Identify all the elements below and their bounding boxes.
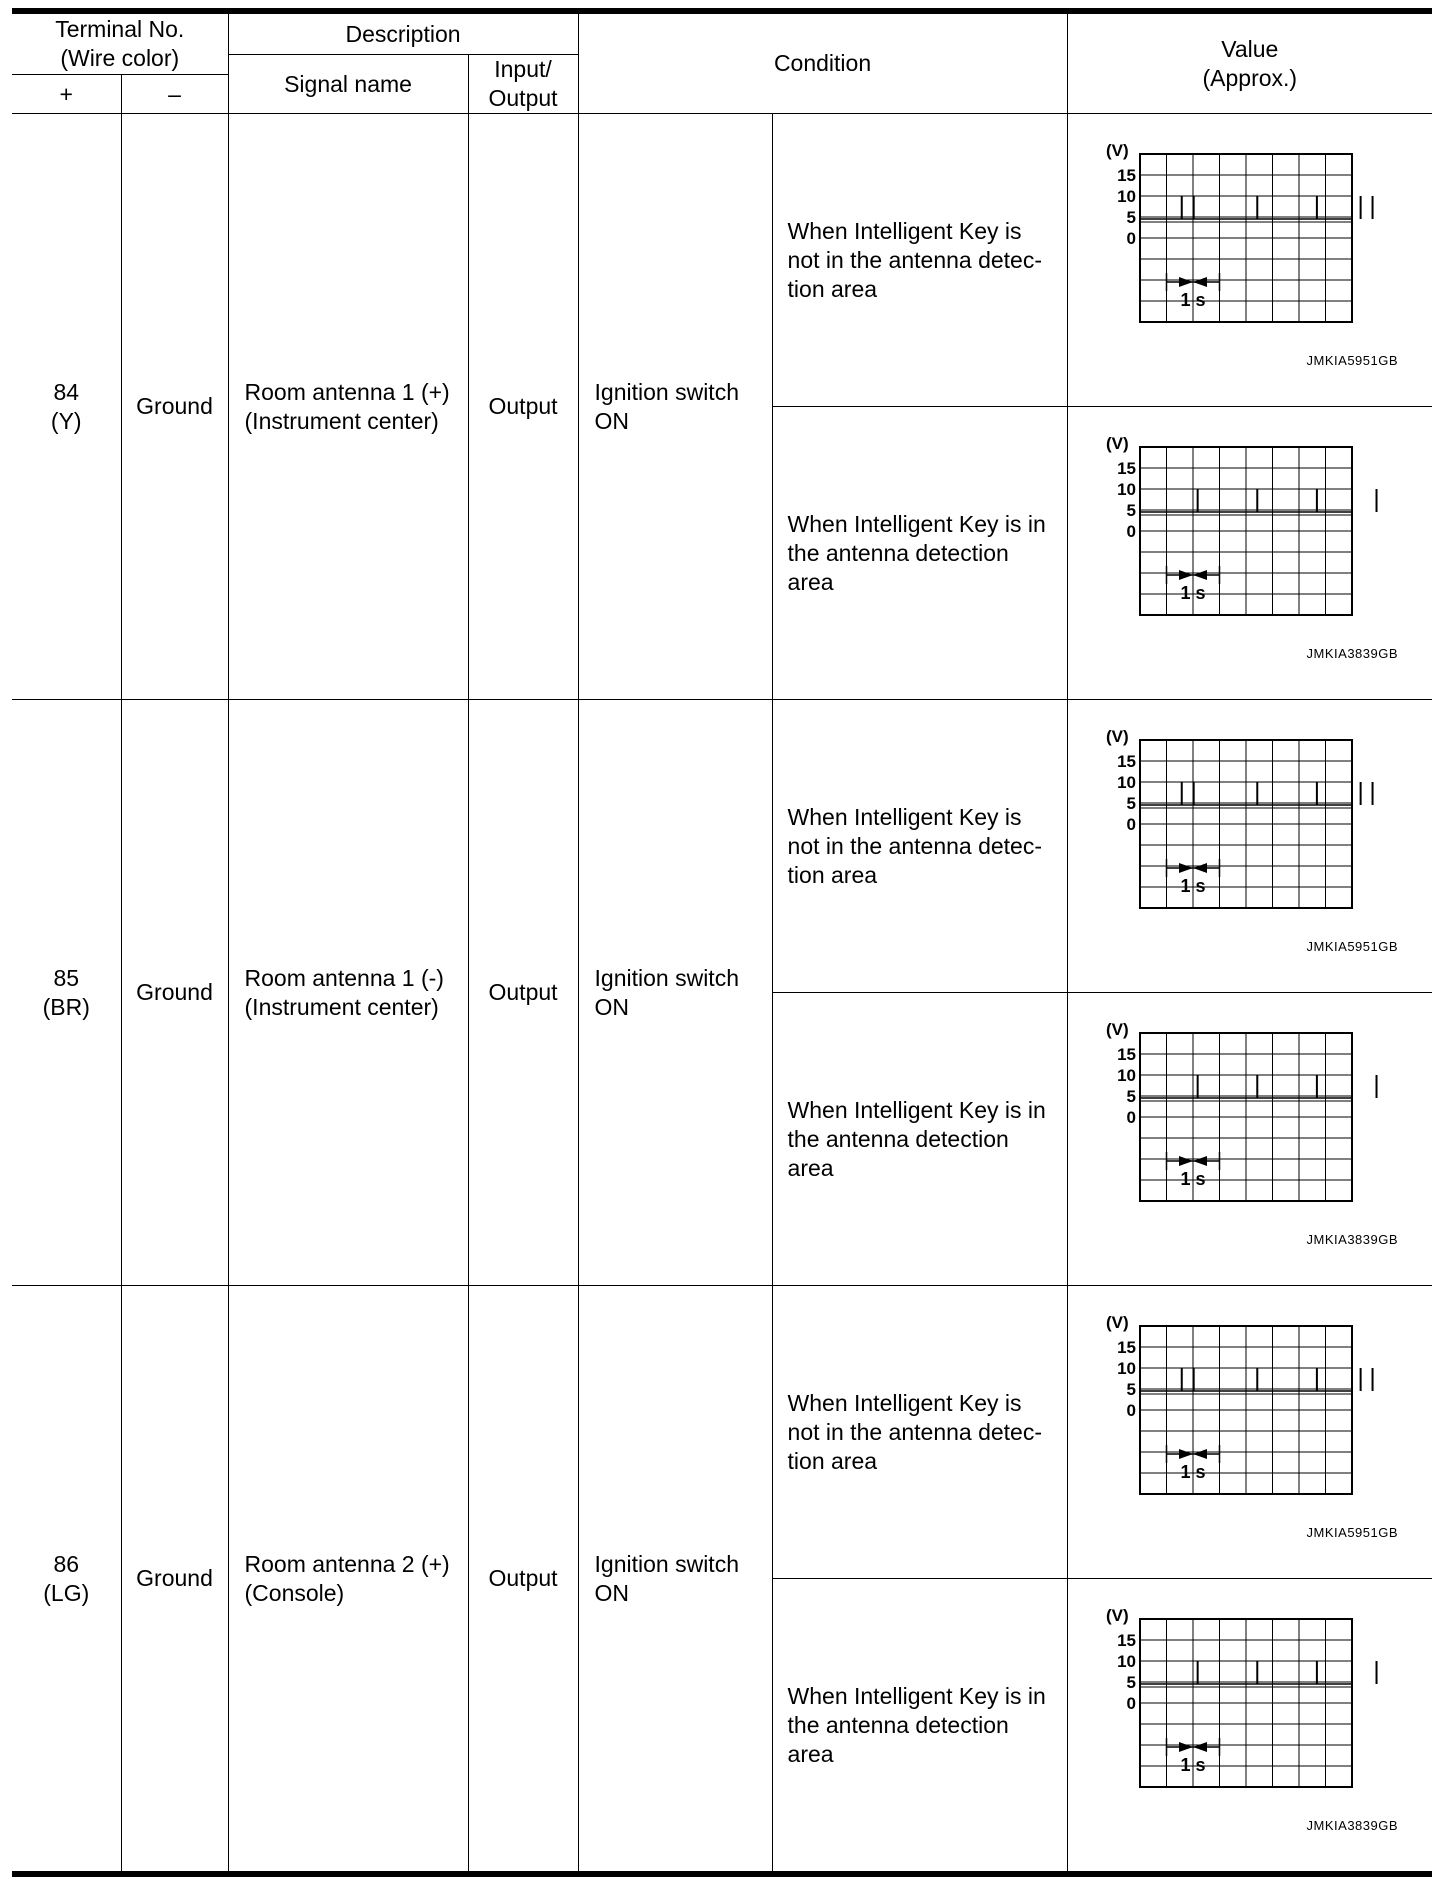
scope-y-tick-label: 5 xyxy=(1126,501,1136,520)
figure-id: JMKIA3839GB xyxy=(1306,1232,1399,1247)
condition-text-line: tion area xyxy=(787,1447,878,1474)
condition-text-line: tion area xyxy=(787,861,878,888)
value-cell xyxy=(1067,700,1432,993)
table-row xyxy=(12,700,1432,993)
condition-text-line: area xyxy=(787,568,834,595)
signal-location: (Instrument center) xyxy=(244,407,439,434)
scope-y-tick-label: 15 xyxy=(1116,752,1136,771)
header-minus: – xyxy=(121,75,228,114)
terminal-spec-table xyxy=(12,8,1432,1877)
ignition-state: ON xyxy=(594,407,630,434)
wire-color: (LG) xyxy=(43,1579,90,1606)
signal-name-cell xyxy=(228,114,468,700)
input-output-cell: Output xyxy=(468,700,578,1286)
ignition-condition-cell xyxy=(578,114,772,700)
scope-y-tick-label: 0 xyxy=(1126,1108,1136,1127)
scope-y-tick-label: 10 xyxy=(1116,1066,1136,1085)
signal-location: (Console) xyxy=(244,1579,345,1606)
figure-id: JMKIA5951GB xyxy=(1306,939,1399,954)
scope-y-tick-label: 0 xyxy=(1126,1401,1136,1420)
header-terminal-no xyxy=(12,11,228,75)
time-division-label: 1 s xyxy=(1180,1169,1206,1189)
value-cell xyxy=(1067,993,1432,1286)
scope-unit-label: (V) xyxy=(1105,1606,1129,1625)
condition-text-line: When Intelligent Key is xyxy=(787,803,1022,830)
condition-text-line: When Intelligent Key is in xyxy=(787,510,1046,537)
key-condition-cell xyxy=(772,700,1067,993)
value-cell xyxy=(1067,1579,1432,1875)
terminal-number: 84 xyxy=(53,378,80,405)
header-input-output xyxy=(468,55,578,114)
ground-cell: Ground xyxy=(121,114,228,700)
time-arrow-right-icon xyxy=(1179,1449,1193,1459)
header-value xyxy=(1067,11,1432,114)
scope-y-tick-label: 15 xyxy=(1116,1045,1136,1064)
scope-y-tick-label: 10 xyxy=(1116,1652,1136,1671)
time-arrow-left-icon xyxy=(1193,1449,1207,1459)
scope-y-tick-label: 15 xyxy=(1116,459,1136,478)
oscilloscope-figure xyxy=(1104,423,1404,623)
oscilloscope-figure xyxy=(1104,716,1404,916)
ignition-state: ON xyxy=(594,1579,630,1606)
key-condition-cell xyxy=(772,1579,1067,1875)
condition-text-line: the antenna detection xyxy=(787,539,1009,566)
ignition-label: Ignition switch xyxy=(594,964,739,991)
figure-id: JMKIA3839GB xyxy=(1306,646,1399,661)
terminal-number: 85 xyxy=(53,964,80,991)
scope-y-tick-label: 15 xyxy=(1116,1631,1136,1650)
scope-y-tick-label: 0 xyxy=(1126,1694,1136,1713)
key-condition-cell xyxy=(772,993,1067,1286)
scope-y-tick-label: 5 xyxy=(1126,1087,1136,1106)
condition-text-line: tion area xyxy=(787,275,878,302)
figure-id: JMKIA3839GB xyxy=(1306,1818,1399,1833)
signal-name: Room antenna 2 (+) xyxy=(244,1550,450,1577)
terminal-number: 86 xyxy=(53,1550,80,1577)
oscilloscope-plot xyxy=(1104,130,1404,330)
oscilloscope-figure xyxy=(1104,1302,1404,1502)
ignition-label: Ignition switch xyxy=(594,378,739,405)
time-arrow-left-icon xyxy=(1193,570,1207,580)
oscilloscope-plot xyxy=(1104,1009,1404,1209)
signal-name-cell xyxy=(228,700,468,1286)
oscilloscope-figure xyxy=(1104,130,1404,330)
oscilloscope-figure xyxy=(1104,1595,1404,1795)
wire-color: (BR) xyxy=(42,993,90,1020)
terminal-number-cell xyxy=(12,700,121,1286)
time-arrow-left-icon xyxy=(1193,1742,1207,1752)
signal-name-cell xyxy=(228,1286,468,1875)
key-condition-cell xyxy=(772,1286,1067,1579)
value-cell xyxy=(1067,114,1432,407)
ground-cell: Ground xyxy=(121,700,228,1286)
table-row xyxy=(12,114,1432,407)
scope-y-tick-label: 5 xyxy=(1126,208,1136,227)
time-division-label: 1 s xyxy=(1180,583,1206,603)
scope-y-tick-label: 10 xyxy=(1116,187,1136,206)
condition-text-line: not in the antenna detec- xyxy=(787,832,1043,859)
scope-y-tick-label: 0 xyxy=(1126,522,1136,541)
header-condition: Condition xyxy=(578,11,1067,114)
scope-y-tick-label: 5 xyxy=(1126,1380,1136,1399)
scope-unit-label: (V) xyxy=(1105,727,1129,746)
header-description: Description xyxy=(228,11,578,55)
header-terminal-label: Terminal No. xyxy=(55,16,185,42)
scope-y-tick-label: 15 xyxy=(1116,1338,1136,1357)
time-arrow-right-icon xyxy=(1179,1156,1193,1166)
input-output-cell: Output xyxy=(468,114,578,700)
ignition-condition-cell xyxy=(578,1286,772,1875)
key-condition-cell xyxy=(772,407,1067,700)
oscilloscope-plot xyxy=(1104,1302,1404,1502)
ground-cell: Ground xyxy=(121,1286,228,1875)
oscilloscope-plot xyxy=(1104,1595,1404,1795)
time-arrow-left-icon xyxy=(1193,1156,1207,1166)
oscilloscope-plot xyxy=(1104,716,1404,916)
condition-text-line: the antenna detection xyxy=(787,1125,1009,1152)
oscilloscope-plot xyxy=(1104,423,1404,623)
scope-y-tick-label: 0 xyxy=(1126,815,1136,834)
scope-unit-label: (V) xyxy=(1105,434,1129,453)
condition-text-line: area xyxy=(787,1740,834,1767)
scope-y-tick-label: 10 xyxy=(1116,773,1136,792)
scope-y-tick-label: 5 xyxy=(1126,794,1136,813)
time-division-label: 1 s xyxy=(1180,1755,1206,1775)
time-arrow-right-icon xyxy=(1179,1742,1193,1752)
time-division-label: 1 s xyxy=(1180,1462,1206,1482)
scope-y-tick-label: 15 xyxy=(1116,166,1136,185)
signal-name: Room antenna 1 (-) xyxy=(244,964,444,991)
table-row xyxy=(12,1286,1432,1579)
header-input-label: Input/ xyxy=(494,56,552,82)
key-condition-cell xyxy=(772,114,1067,407)
condition-text-line: When Intelligent Key is in xyxy=(787,1096,1046,1123)
header-wire-color-label: (Wire color) xyxy=(60,45,180,71)
time-arrow-right-icon xyxy=(1179,277,1193,287)
figure-id: JMKIA5951GB xyxy=(1306,1525,1399,1540)
time-arrow-left-icon xyxy=(1193,863,1207,873)
condition-text-line: When Intelligent Key is xyxy=(787,1389,1022,1416)
condition-text-line: When Intelligent Key is in xyxy=(787,1682,1046,1709)
oscilloscope-figure xyxy=(1104,1009,1404,1209)
scope-unit-label: (V) xyxy=(1105,1313,1129,1332)
value-cell xyxy=(1067,1286,1432,1579)
scope-unit-label: (V) xyxy=(1105,1020,1129,1039)
figure-id: JMKIA5951GB xyxy=(1306,353,1399,368)
header-plus: + xyxy=(12,75,121,114)
time-division-label: 1 s xyxy=(1180,290,1206,310)
time-arrow-right-icon xyxy=(1179,570,1193,580)
condition-text-line: not in the antenna detec- xyxy=(787,1418,1043,1445)
time-arrow-left-icon xyxy=(1193,277,1207,287)
scope-y-tick-label: 5 xyxy=(1126,1673,1136,1692)
condition-text-line: not in the antenna detec- xyxy=(787,246,1043,273)
scope-y-tick-label: 10 xyxy=(1116,480,1136,499)
wire-color: (Y) xyxy=(50,407,82,434)
condition-text-line: the antenna detection xyxy=(787,1711,1009,1738)
scope-y-tick-label: 10 xyxy=(1116,1359,1136,1378)
signal-name: Room antenna 1 (+) xyxy=(244,378,450,405)
ignition-state: ON xyxy=(594,993,630,1020)
scope-y-tick-label: 0 xyxy=(1126,229,1136,248)
terminal-number-cell xyxy=(12,114,121,700)
ignition-label: Ignition switch xyxy=(594,1550,739,1577)
time-arrow-right-icon xyxy=(1179,863,1193,873)
value-cell xyxy=(1067,407,1432,700)
time-division-label: 1 s xyxy=(1180,876,1206,896)
input-output-cell: Output xyxy=(468,1286,578,1875)
header-output-label: Output xyxy=(488,85,558,111)
header-signal-name: Signal name xyxy=(228,55,468,114)
scope-unit-label: (V) xyxy=(1105,141,1129,160)
terminal-number-cell xyxy=(12,1286,121,1875)
signal-location: (Instrument center) xyxy=(244,993,439,1020)
header-value-label: Value xyxy=(1221,35,1279,62)
header-approx-label: (Approx.) xyxy=(1202,64,1298,91)
condition-text-line: area xyxy=(787,1154,834,1181)
condition-text-line: When Intelligent Key is xyxy=(787,217,1022,244)
ignition-condition-cell xyxy=(578,700,772,1286)
